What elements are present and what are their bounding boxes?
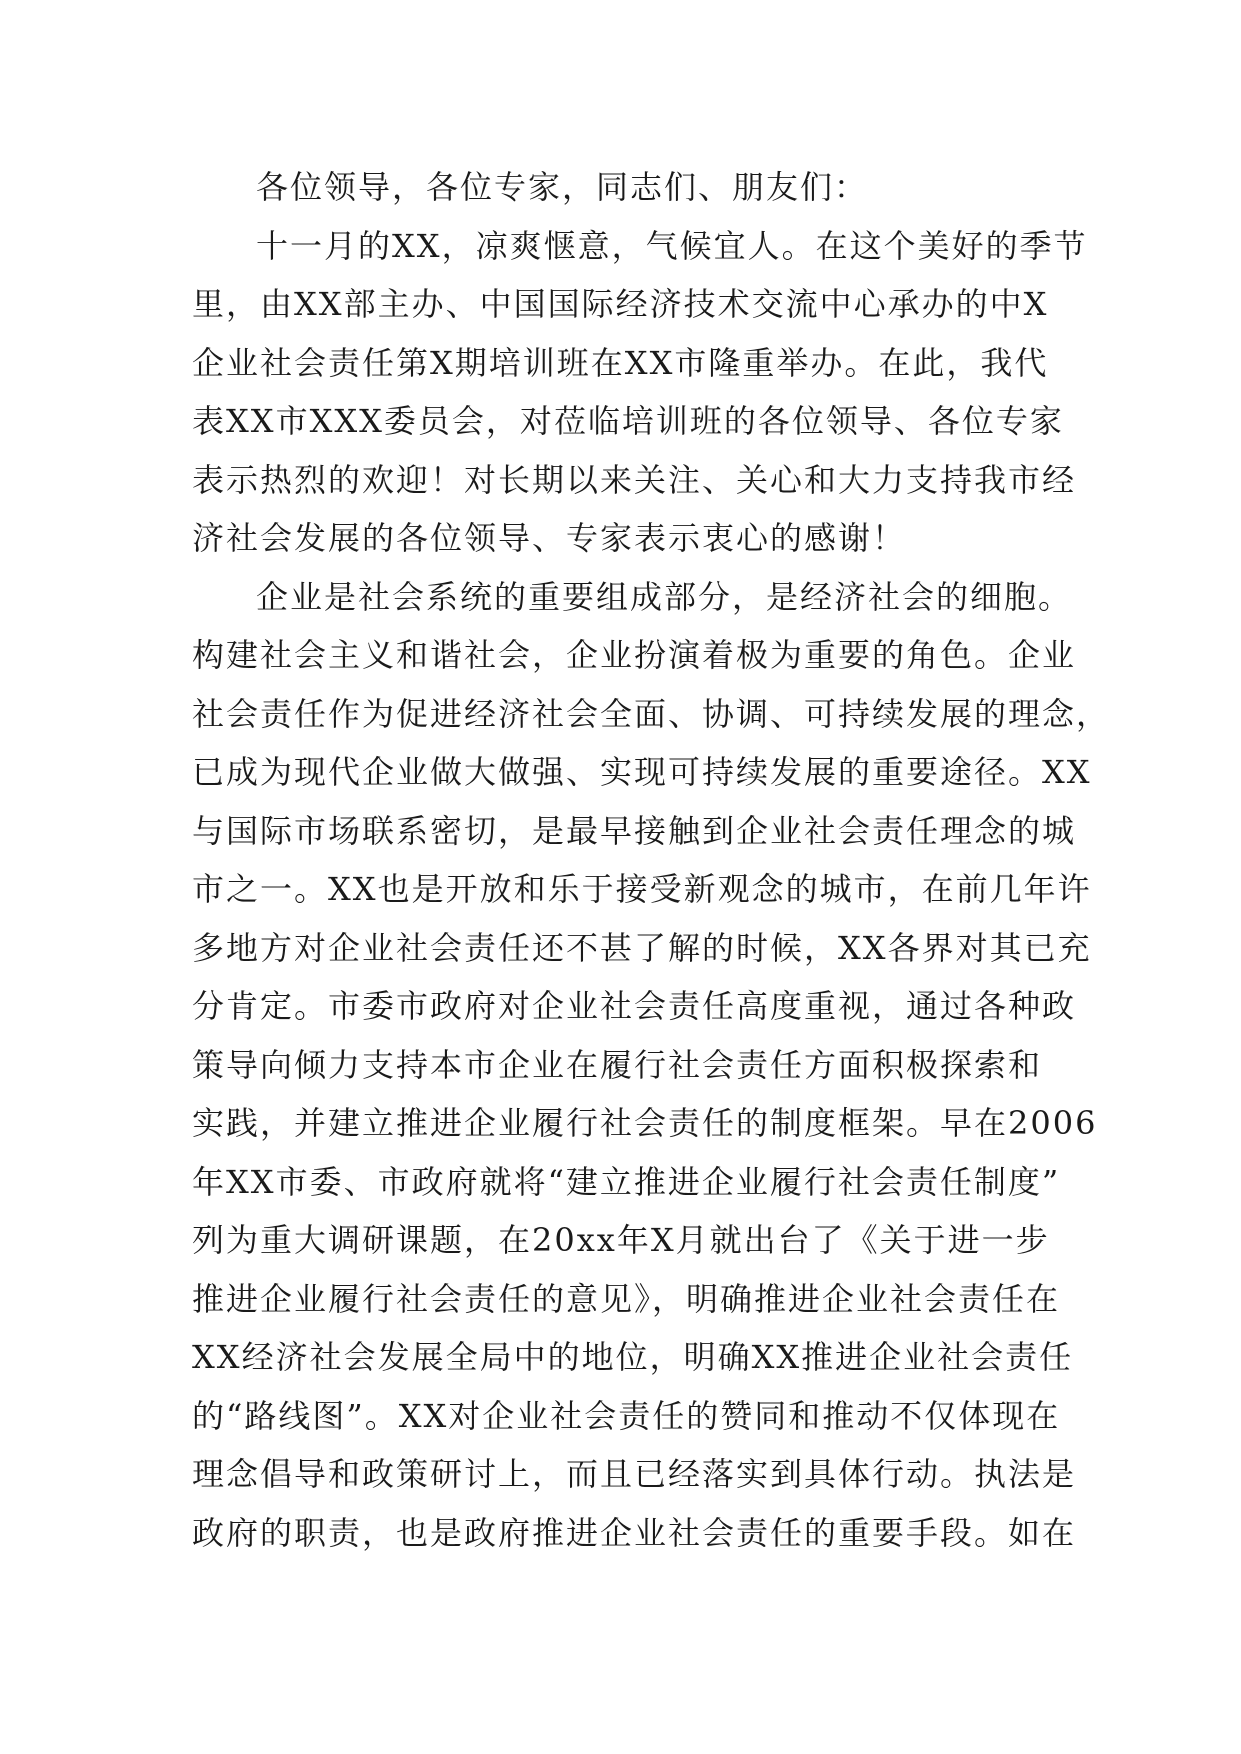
- paragraph-1-line-6: 济社会发展的各位领导、专家表示衷心的感谢！: [192, 519, 907, 557]
- paragraph-2-line-15: 的“路线图”。XX对企业社会责任的赞同和推动不仅体现在: [192, 1396, 1061, 1435]
- speech-body: [192, 158, 1111, 1562]
- paragraph-1-line-2: 里，由XX部主办、中国国际经济技术交流中心承办的中X: [192, 285, 1049, 323]
- paragraph-1-line-1: 十一月的XX，凉爽惬意，气候宜人。在这个美好的季节: [256, 226, 1088, 265]
- paragraph-2-line-5: 与国际市场联系密切，是最早接触到企业社会责任理念的城: [192, 811, 1077, 850]
- paragraph-2-line-9: 策导向倾力支持本市企业在履行社会责任方面积极探索和: [192, 1045, 1043, 1084]
- paragraph-2-line-1: 企业是社会系统的重要组成部分，是经济社会的细胞。: [256, 577, 1073, 616]
- paragraph-2-line-12: 列为重大调研课题，在20xx年X月就出台了《关于进一步: [192, 1221, 1050, 1259]
- paragraph-2-line-17: 政府的职责，也是政府推进企业社会责任的重要手段。如在: [192, 1513, 1077, 1552]
- paragraph-1-line-5: 表示热烈的欢迎！对长期以来关注、关心和大力支持我市经: [192, 460, 1077, 499]
- paragraph-2-line-14: XX经济社会发展全局中的地位，明确XX推进企业社会责任: [192, 1338, 1074, 1376]
- paragraph-2-line-10: 实践，并建立推进企业履行社会责任的制度框架。早在2006: [192, 1104, 1098, 1142]
- paragraph-2-line-3: 社会责任作为促进经济社会全面、协调、可持续发展的理念，: [192, 694, 1111, 733]
- paragraph-2-line-4: 已成为现代企业做大做强、实现可持续发展的重要途径。XX: [192, 753, 1092, 791]
- paragraph-2-line-7: 多地方对企业社会责任还不甚了解的时候，XX各界对其已充: [192, 928, 1092, 967]
- paragraph-2-line-8: 分肯定。市委市政府对企业社会责任高度重视，通过各种政: [192, 987, 1077, 1025]
- paragraph-2-line-6: 市之一。XX也是开放和乐于接受新观念的城市，在前几年许: [192, 870, 1092, 908]
- paragraph-1-line-3: 企业社会责任第X期培训班在XX市隆重举办。在此，我代: [192, 343, 1049, 382]
- paragraph-1-line-4: 表XX市XXX委员会，对莅临培训班的各位领导、各位专家: [192, 402, 1064, 440]
- salutation-line: 各位领导，各位专家，同志们、朋友们：: [256, 168, 869, 206]
- paragraph-2-line-2: 构建社会主义和谐社会，企业扮演着极为重要的角色。企业: [192, 636, 1077, 674]
- paragraph-2-line-11: 年XX市委、市政府就将“建立推进企业履行社会责任制度”: [192, 1162, 1061, 1201]
- paragraph-2-line-16: 理念倡导和政策研讨上，而且已经落实到具体行动。执法是: [192, 1455, 1077, 1493]
- paragraph-2-line-13: 推进企业履行社会责任的意见》，明确推进企业社会责任在: [192, 1279, 1061, 1318]
